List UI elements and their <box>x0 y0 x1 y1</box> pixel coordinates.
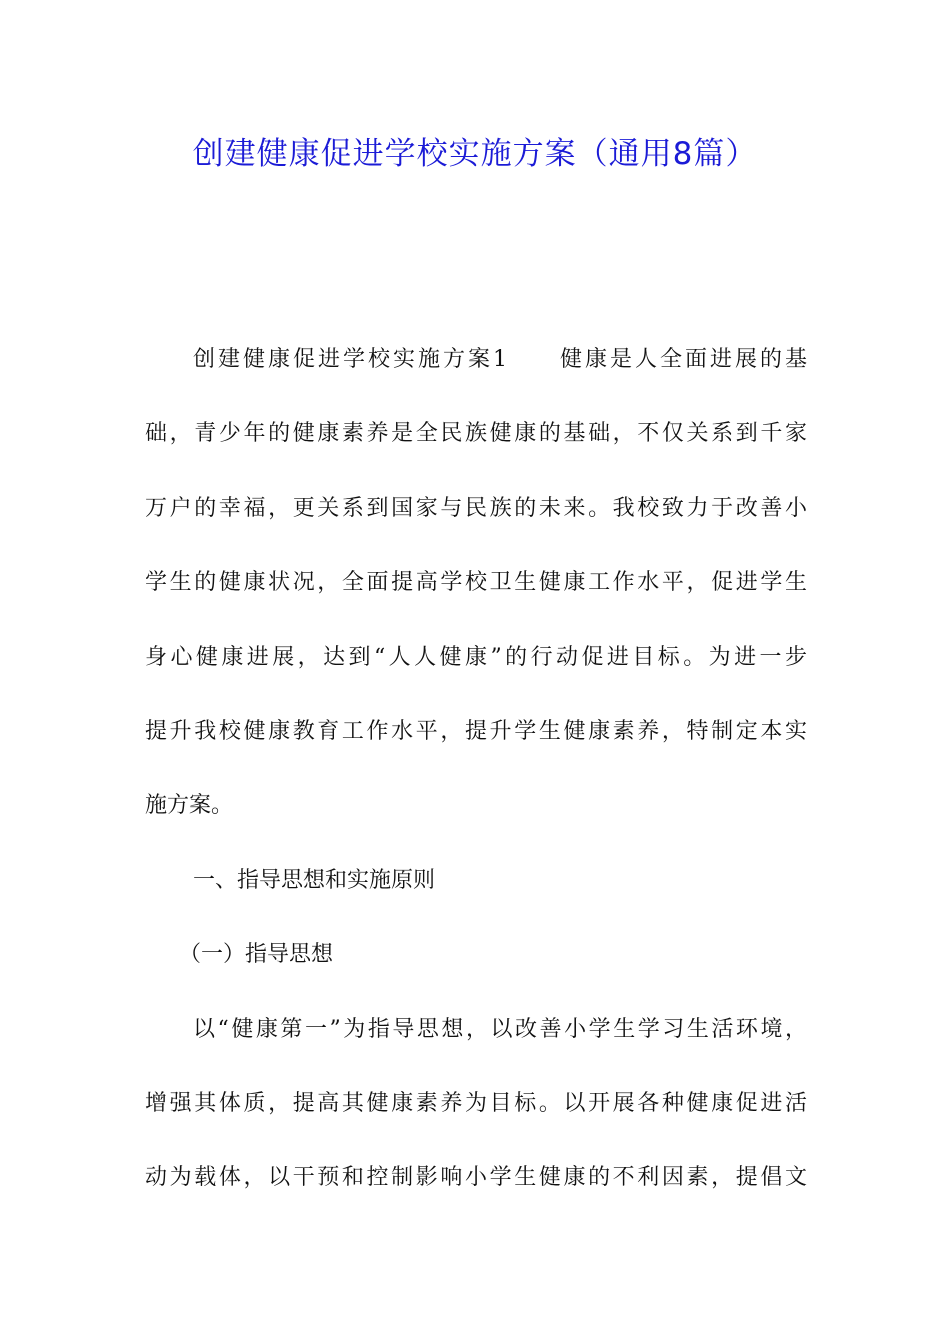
paragraph-line: 增强其体质，提高其健康素养为目标。以开展各种健康促进活 <box>145 1090 807 1116</box>
subsection-heading: （一）指导思想 <box>179 942 334 968</box>
paragraph-line: 以“健康第一”为指导思想，以改善小学生学习生活环境， <box>193 1016 807 1042</box>
section-heading: 一、指导思想和实施原则 <box>193 867 436 893</box>
paragraph-line: 施方案。 <box>145 793 234 819</box>
paragraph-line: 学生的健康状况，全面提高学校卫生健康工作水平，促进学生 <box>145 570 807 596</box>
paragraph-line: 万户的幸福，更关系到国家与民族的未来。我校致力于改善小 <box>145 495 807 521</box>
paragraph-line: 础，青少年的健康素养是全民族健康的基础，不仅关系到千家 <box>145 421 807 447</box>
paragraph-line: 提升我校健康教育工作水平，提升学生健康素养，特制定本实 <box>145 718 807 744</box>
paragraph-line: 动为载体，以干预和控制影响小学生健康的不利因素，提倡文 <box>145 1165 807 1191</box>
document-title: 创建健康促进学校实施方案（通用8篇） <box>192 136 758 172</box>
paragraph-line: 身心健康进展，达到“人人健康”的行动促进目标。为进一步 <box>145 644 807 670</box>
document-body <box>145 338 807 1231</box>
paragraph-line: 创建健康促进学校实施方案1 健康是人全面进展的基 <box>193 347 807 372</box>
